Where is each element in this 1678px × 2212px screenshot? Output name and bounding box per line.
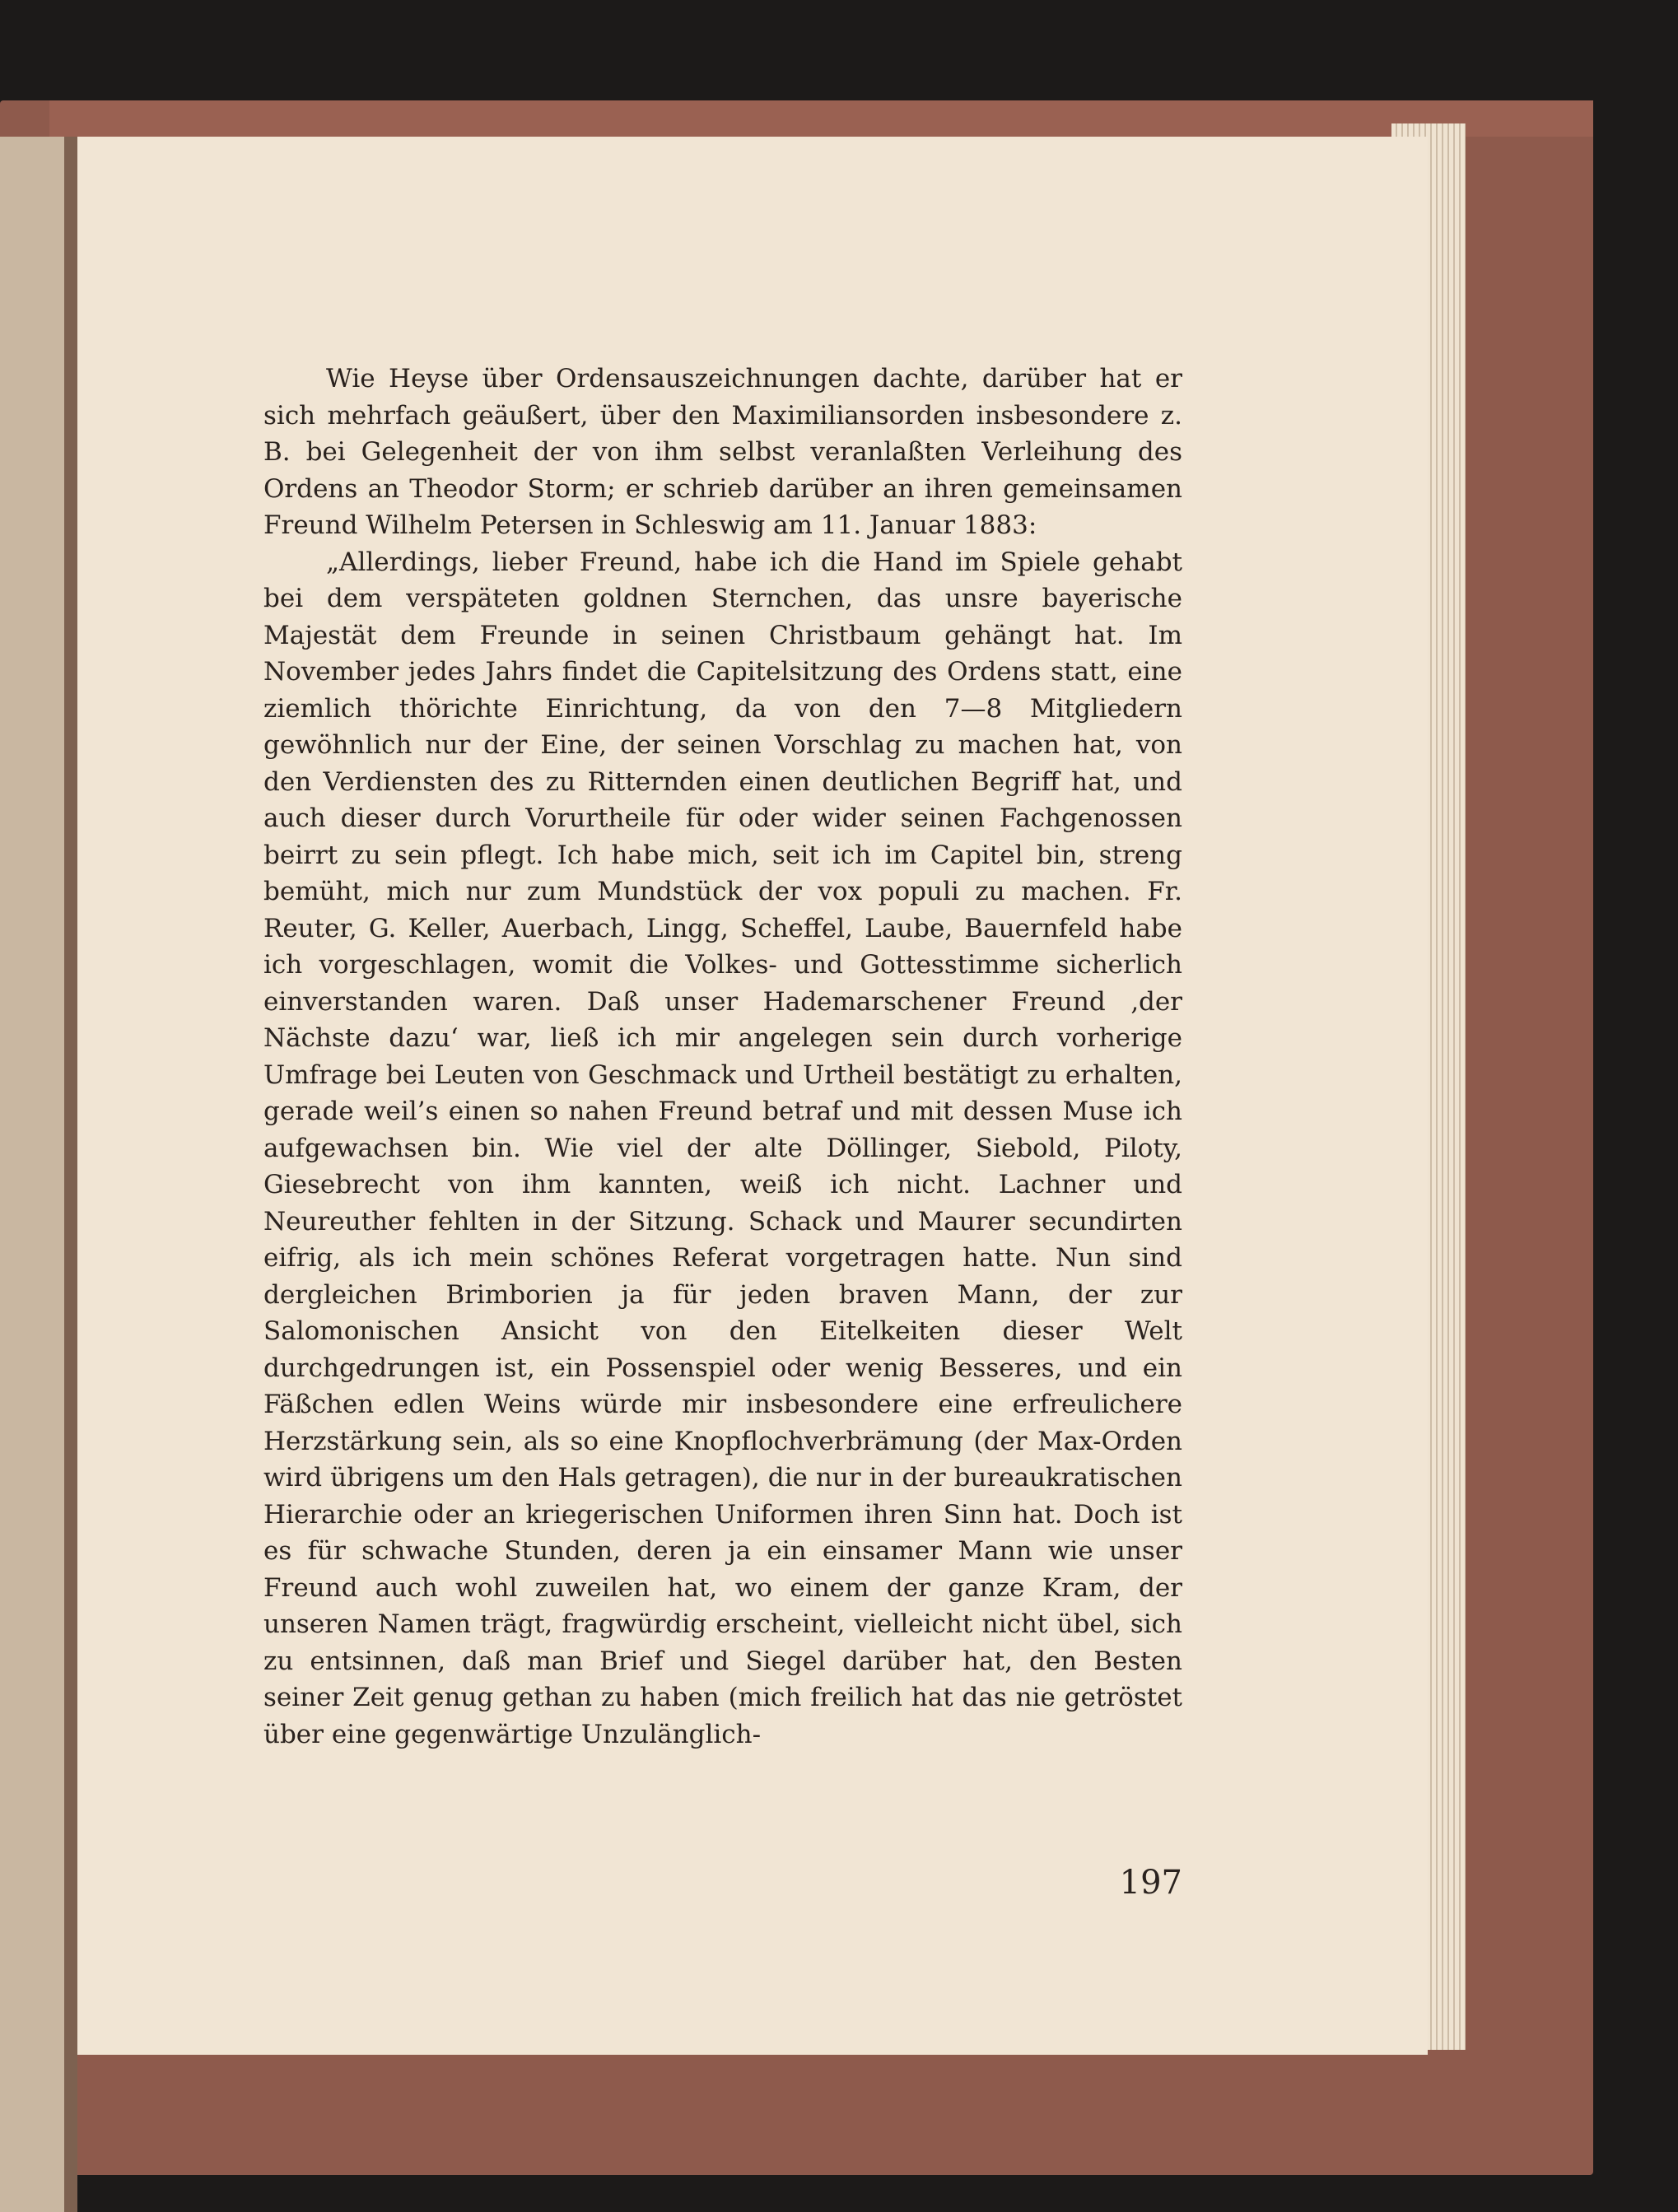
paragraph-intro: Wie Heyse über Ordensauszeichnungen dachte, darüber hat er sich mehrfach geäußert, über den Maximiliansorden insbesondere z. B. bei Gelegenheit der von ihm selbst veranlaßten Verleihung des Ordens an Theodor Storm; er schrieb darüber an ihren gemeinsamen Freund Wilhelm Petersen in Schleswig am 11. Januar 1883: <box>263 364 1182 540</box>
previous-page-edge <box>0 137 71 2212</box>
page-number: 197 <box>1119 1864 1182 1902</box>
body-text <box>263 361 1182 1753</box>
cover-edge <box>49 100 1593 137</box>
paragraph-quote: „Allerdings, lieber Freund, habe ich die Hand im Spiele gehabt bei dem verspäteten goldnen Sternchen, das unsre bayerische Majestät dem Freunde in seinen Christbaum gehängt hat. Im November jedes Jahrs findet die Capitelsitzung des Ordens statt, eine ziemlich thörichte Einrichtung, da von den 7—8 Mitgliedern gewöhnlich nur der Eine, der seinen Vorschlag zu machen hat, von den Verdiensten des zu Ritternden einen deutlichen Begriff hat, und auch dieser durch Vorurtheile für oder wider seinen Fachgenossen beirrt zu sein pflegt. Ich habe mich, seit ich im Capitel bin, streng bemüht, mich nur zum Mundstück der vox populi zu machen. Fr. Reuter, G. Keller, Auerbach, Lingg, Scheffel, Laube, Bauernfeld habe ich vorgeschlagen, womit die Volkes- und Gottesstimme sicherlich einverstanden waren. Daß unser Hademarschener Freund ‚der Nächste dazu‘ war, ließ ich mir angelegen sein durch vorherige Umfrage bei Leuten von Geschmack und Urtheil bestätigt zu erhalten, gerade weil’s einen so nahen Freund betraf und mit dessen Muse ich aufgewachsen bin. Wie viel der alte Döllinger, Siebold, Piloty, Giesebrecht von ihm kannten, weiß ich nicht. Lachner und Neureuther fehlten in der Sitzung. Schack und Maurer secundirten eifrig, als ich mein schönes Referat vorgetragen hatte. Nun sind dergleichen Brimborien ja für jeden braven Mann, der zur Salomonischen Ansicht von den Eitelkeiten dieser Welt durchgedrungen ist, ein Possenspiel oder wenig Besseres, und ein Fäßchen edlen Weins würde mir insbesondere eine erfreulichere Herzstärkung sein, als so eine Knopflochverbrämung (der Max-Orden wird übrigens um den Hals getragen), die nur in der bureaukratischen Hierarchie oder an kriegerischen Uniformen ihren Sinn hat. Doch ist es für schwache Stunden, deren ja ein einsamer Mann wie unser Freund auch wohl zuweilen hat, wo einem der ganze Kram, der unseren Namen trägt, fragwürdig erscheint, vielleicht nicht übel, sich zu entsinnen, daß man Brief und Siegel darüber hat, den Besten seiner Zeit genug gethan zu haben (mich freilich hat das nie getröstet über eine gegenwärtige Unzulänglich- <box>263 547 1182 1749</box>
book-gutter <box>64 137 77 2212</box>
